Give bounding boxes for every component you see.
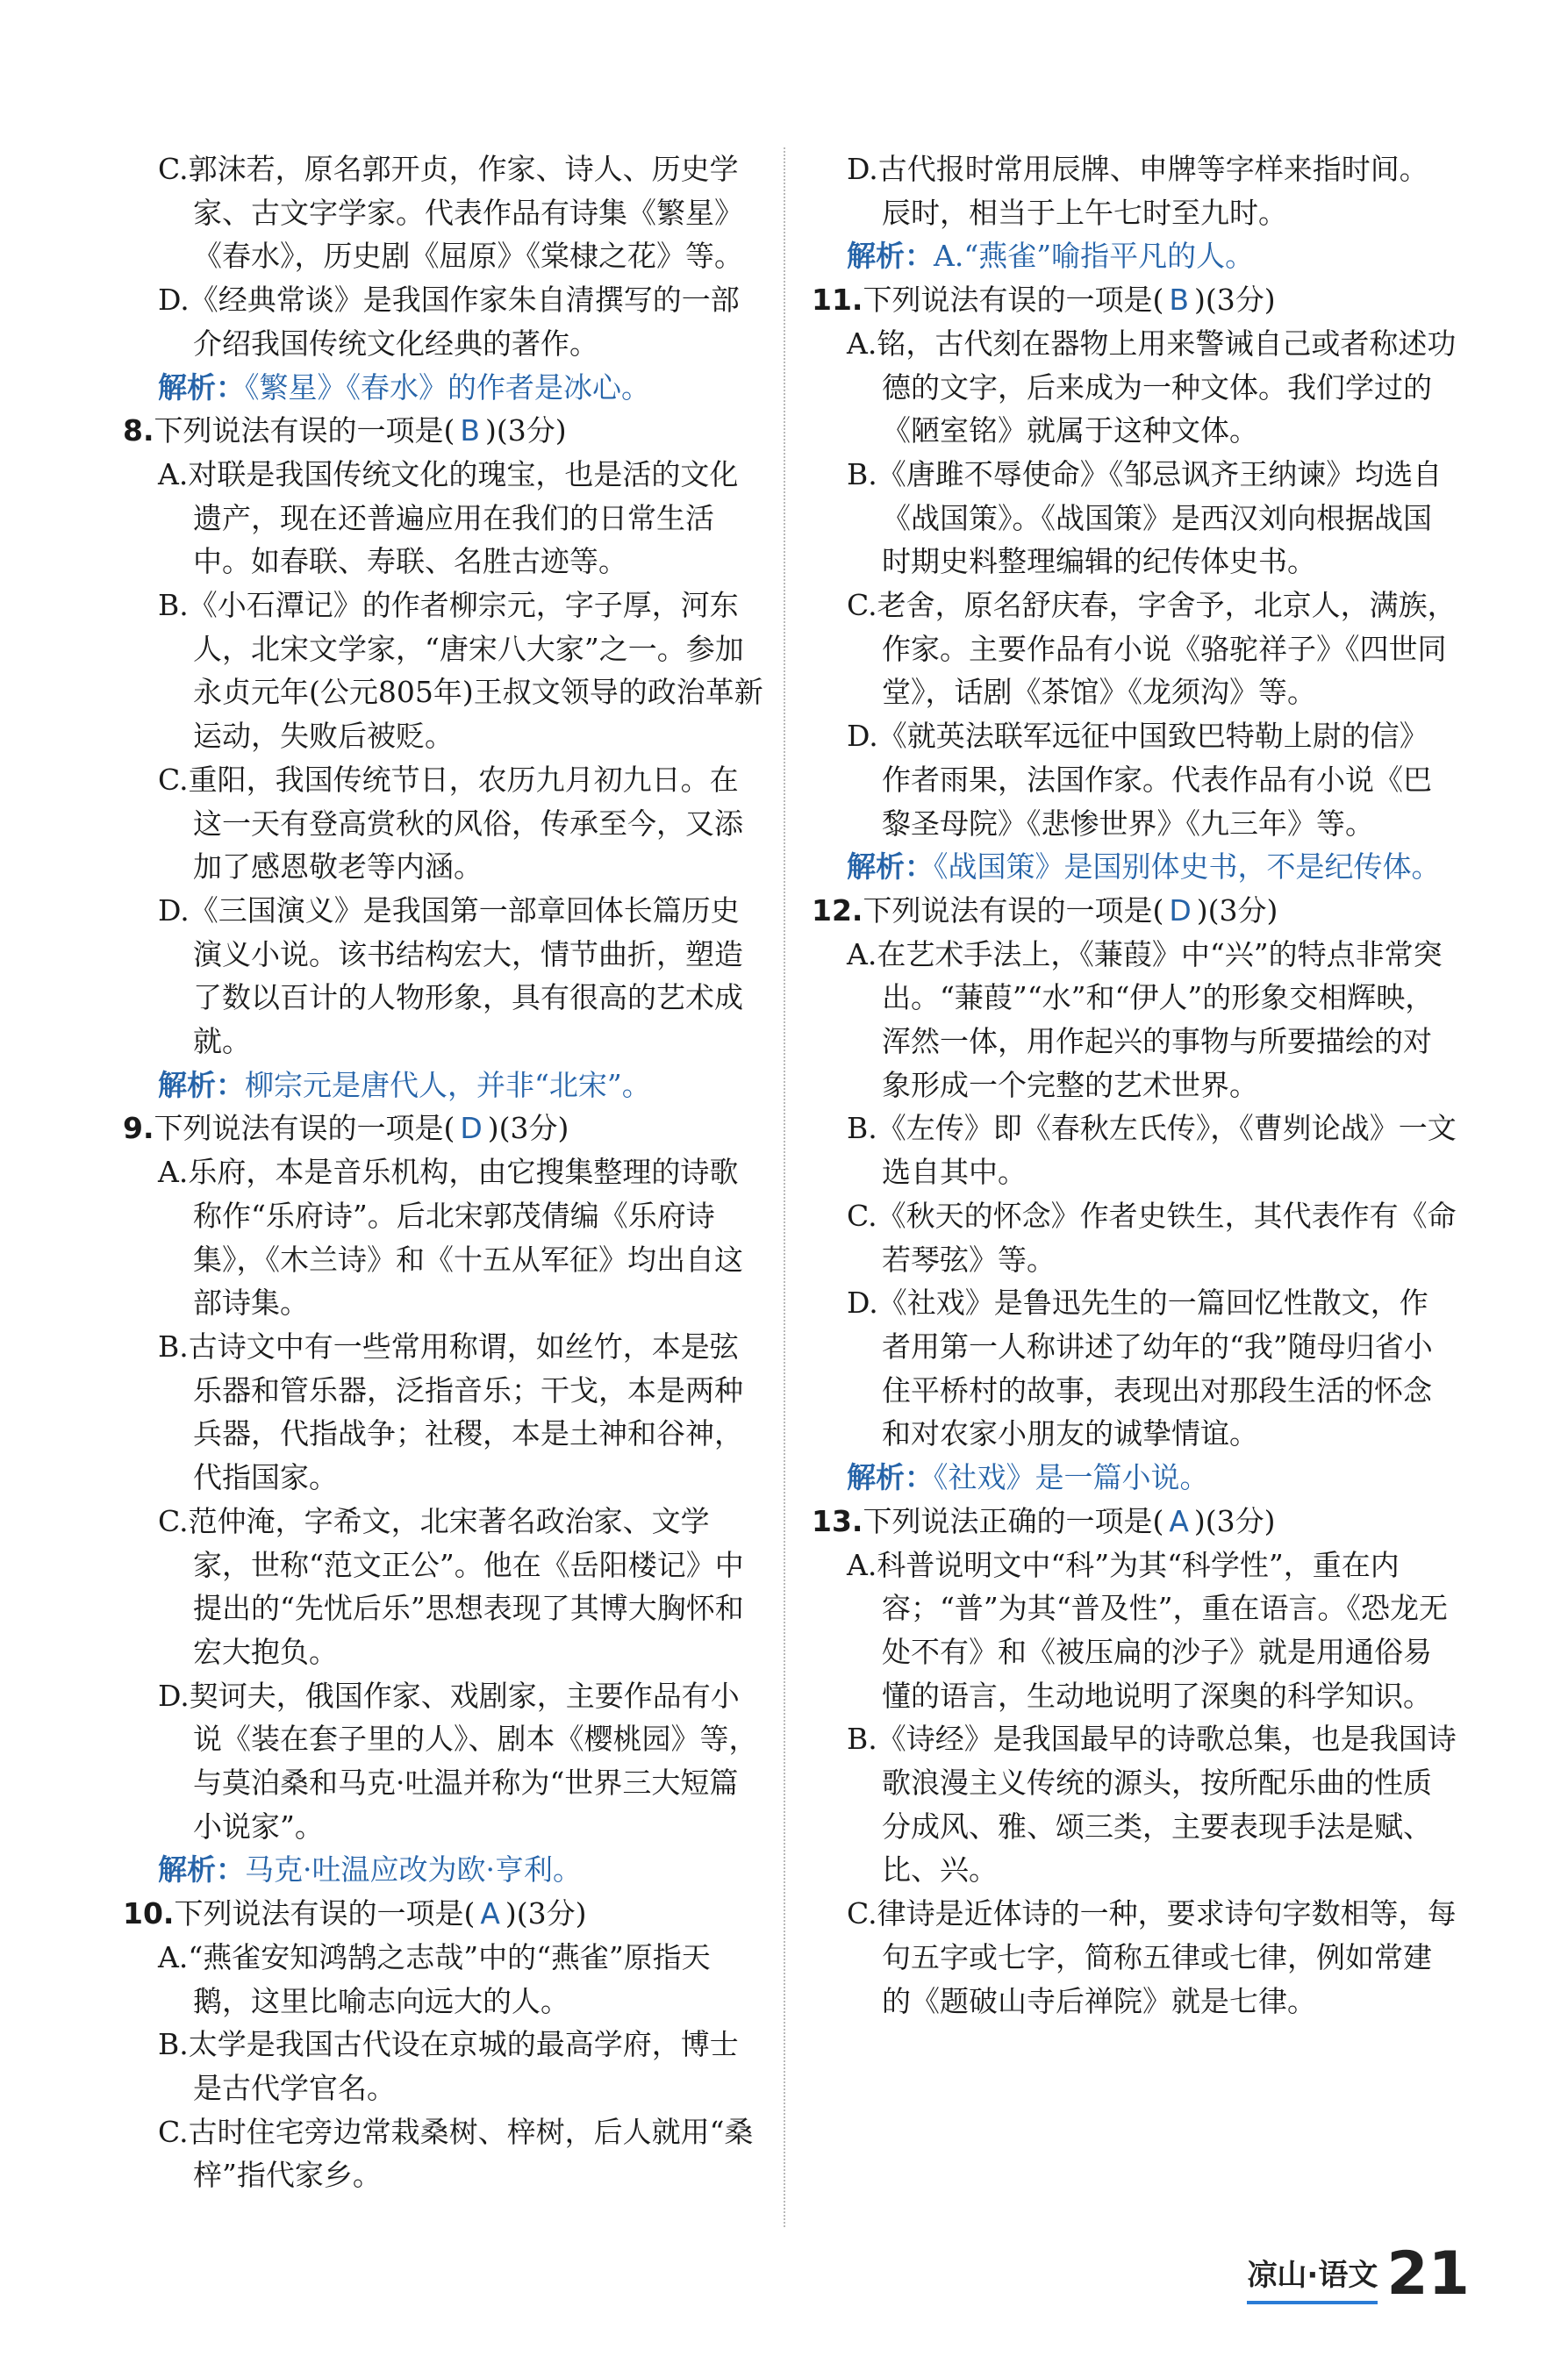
q12-stem-text: 下列说法有误的一项是( bbox=[863, 892, 1164, 928]
q9-points: )(3分) bbox=[487, 1111, 569, 1146]
q9-option-c: C.范仲淹，字希文，北宋著名政治家、文学家，世称“范文正公”。他在《岳阳楼记》中提出的“先忧后乐”思想表现了其博大胸怀和宏大抱负。 bbox=[158, 1503, 744, 1669]
q7-explanation bbox=[123, 366, 763, 410]
q9-explanation-text: 马克·吐温应改为欧·亨利。 bbox=[245, 1852, 582, 1888]
explanation-label: 解析： bbox=[847, 239, 934, 274]
q9-number: 9. bbox=[123, 1111, 154, 1146]
q10-option-c: C.古时住宅旁边常栽桑树、梓树，后人就用“桑梓”指代家乡。 bbox=[158, 2114, 754, 2193]
q10-explanation-text: A.“燕雀”喻指平凡的人。 bbox=[934, 239, 1255, 274]
right-column bbox=[812, 147, 1457, 2023]
column-divider bbox=[784, 147, 785, 2227]
q9-option-d: D.契诃夫，俄国作家、戏剧家，主要作品有小说《装在套子里的人》、剧本《樱桃园》等，与莫泊桑和马克·吐温并称为“世界三大短篇小说家”。 bbox=[158, 1678, 758, 1844]
q10-option-d: D.古代报时常用辰牌、申牌等字样来指时间。辰时，相当于上午七时至九时。 bbox=[847, 152, 1428, 230]
q13-stem bbox=[812, 1500, 1457, 1544]
q8-option-a: A.对联是我国传统文化的瑰宝，也是活的文化遗产，现在还普遍应用在我们的日常生活中。如春联、寿联、名胜古迹等。 bbox=[158, 456, 739, 579]
q9-answer: D bbox=[460, 1111, 483, 1146]
q7-option-d: D.《经典常谈》是我国作家朱自清撰写的一部介绍我国传统文化经典的著作。 bbox=[158, 283, 740, 361]
q8-stem-text: 下列说法有误的一项是( bbox=[154, 413, 455, 448]
explanation-label: 解析： bbox=[847, 849, 934, 885]
q12-number: 12. bbox=[812, 892, 863, 928]
explanation-label: 解析： bbox=[158, 369, 245, 405]
q8-stem bbox=[123, 409, 763, 453]
q11-stem bbox=[812, 278, 1457, 322]
q13-stem-text: 下列说法正确的一项是( bbox=[863, 1503, 1164, 1538]
left-column bbox=[123, 147, 763, 2197]
q13-points: )(3分) bbox=[1193, 1503, 1276, 1538]
q10-option-a: A.“燕雀安知鸿鹄之志哉”中的“燕雀”原指天鹅，这里比喻志向远大的人。 bbox=[158, 1939, 711, 2018]
q11-option-b: B.《唐雎不辱使命》《邹忌讽齐王纳谏》均选自《战国策》。《战国策》是西汉刘向根据战国时期史料整理编辑的纪传体史书。 bbox=[847, 456, 1443, 579]
q7-explanation-text: 《繁星》《春水》的作者是冰心。 bbox=[245, 369, 650, 405]
q13-option-c: C.律诗是近体诗的一种，要求诗句字数相等，每句五字或七字，简称五律或七律，例如常建的《题破山寺后禅院》就是七律。 bbox=[847, 1896, 1457, 2018]
q12-stem bbox=[812, 889, 1457, 933]
q12-points: )(3分) bbox=[1196, 892, 1278, 928]
q13-number: 13. bbox=[812, 1503, 863, 1538]
q11-option-a: A.铭，古代刻在器物上用来警诫自己或者称述功德的文字，后来成为一种文体。我们学过的《陋室铭》就属于这种文体。 bbox=[847, 326, 1457, 448]
q10-answer: A bbox=[480, 1896, 500, 1931]
q9-explanation bbox=[123, 1848, 763, 1892]
q8-explanation bbox=[123, 1064, 763, 1107]
book-title: 凉山·语文 bbox=[1247, 2251, 1378, 2304]
q11-number: 11. bbox=[812, 283, 863, 318]
q9-option-b: B.古诗文中有一些常用称谓，如丝竹，本是弦乐器和管乐器，泛指音乐；干戈，本是两种兵器，代指战争；社稷，本是土神和谷神，代指国家。 bbox=[158, 1329, 743, 1495]
q12-explanation-text: 《社戏》是一篇小说。 bbox=[934, 1460, 1209, 1495]
q10-number: 10. bbox=[123, 1896, 175, 1931]
q10-stem-text: 下列说法有误的一项是( bbox=[174, 1896, 476, 1931]
q12-answer: D bbox=[1169, 892, 1192, 928]
q11-explanation-text: 《战国策》是国别体史书，不是纪传体。 bbox=[934, 849, 1441, 885]
page-footer bbox=[1247, 2239, 1470, 2309]
q11-option-c: C.老舍，原名舒庆春，字舍予，北京人，满族，作家。主要作品有小说《骆驼祥子》《四世同堂》，话剧《茶馆》《龙须沟》等。 bbox=[847, 588, 1457, 710]
q11-points: )(3分) bbox=[1193, 283, 1276, 318]
q9-stem-text: 下列说法有误的一项是( bbox=[154, 1111, 455, 1146]
q12-option-b: B.《左传》即《春秋左氏传》，《曹刿论战》一文选自其中。 bbox=[847, 1111, 1457, 1190]
q8-number: 8. bbox=[123, 413, 154, 448]
q11-stem-text: 下列说法有误的一项是( bbox=[863, 283, 1164, 318]
q8-explanation-text: 柳宗元是唐代人，并非“北宋”。 bbox=[245, 1067, 651, 1102]
q9-option-a: A.乐府，本是音乐机构，由它搜集整理的诗歌称作“乐府诗”。后北宋郭茂倩编《乐府诗集》，《木兰诗》和《十五从军征》均出自这部诗集。 bbox=[158, 1155, 743, 1321]
q8-points: )(3分) bbox=[485, 413, 567, 448]
q9-stem bbox=[123, 1107, 763, 1150]
q13-answer: A bbox=[1169, 1503, 1189, 1538]
q10-stem bbox=[123, 1892, 763, 1936]
q12-option-d: D.《社戏》是鲁迅先生的一篇回忆性散文，作者用第一人称讲述了幼年的“我”随母归省小住平桥村的故事，表现出对那段生活的怀念和对农家小朋友的诚挚情谊。 bbox=[847, 1286, 1433, 1451]
q8-option-c: C.重阳，我国传统节日，农历九月初九日。在这一天有登高赏秋的风俗，传承至今，又添加了感恩敬老等内涵。 bbox=[158, 762, 743, 885]
q12-option-a: A.在艺术手法上，《蒹葭》中“兴”的特点非常突出。“蒹葭”“水”和“伊人”的形象交相辉映，浑然一体，用作起兴的事物与所要描绘的对象形成一个完整的艺术世界。 bbox=[847, 936, 1443, 1102]
q10-option-b: B.太学是我国古代设在京城的最高学府，博士是古代学官名。 bbox=[158, 2027, 739, 2105]
q12-option-c: C.《秋天的怀念》作者史铁生，其代表作有《命若琴弦》等。 bbox=[847, 1198, 1457, 1277]
q8-option-d: D.《三国演义》是我国第一部章回体长篇历史演义小说。该书结构宏大，情节曲折，塑造了数以百计的人物形象，具有很高的艺术成就。 bbox=[158, 892, 743, 1059]
q12-explanation bbox=[812, 1456, 1457, 1500]
page-number: 21 bbox=[1386, 2239, 1470, 2309]
q11-option-d: D.《就英法联军远征中国致巴特勒上尉的信》作者雨果，法国作家。代表作品有小说《巴黎圣母院》《悲惨世界》《九三年》等。 bbox=[847, 719, 1432, 841]
q10-explanation bbox=[812, 234, 1457, 278]
q11-answer: B bbox=[1169, 283, 1189, 318]
q10-points: )(3分) bbox=[505, 1896, 587, 1931]
q13-option-a: A.科普说明文中“科”为其“科学性”，重在内容；“普”为其“普及性”，重在语言。《恐龙无处不有》和《被压扁的沙子》就是用通俗易懂的语言，生动地说明了深奥的科学知识。 bbox=[847, 1547, 1448, 1713]
q7-option-c: C.郭沫若，原名郭开贞，作家、诗人、历史学家、古文字学家。代表作品有诗集《繁星》《春水》，历史剧《屈原》《棠棣之花》等。 bbox=[158, 152, 743, 274]
q8-option-b: B.《小石潭记》的作者柳宗元，字子厚，河东人，北宋文学家，“唐宋八大家”之一。参加永贞元年(公元805年)王叔文领导的政治革新运动，失败后被贬。 bbox=[158, 588, 763, 754]
q11-explanation bbox=[812, 845, 1457, 889]
explanation-label: 解析： bbox=[158, 1067, 245, 1102]
explanation-label: 解析： bbox=[158, 1852, 245, 1888]
explanation-label: 解析： bbox=[847, 1460, 934, 1495]
q8-answer: B bbox=[460, 413, 481, 448]
q13-option-b: B.《诗经》是我国最早的诗歌总集，也是我国诗歌浪漫主义传统的源头，按所配乐曲的性质分成风、雅、颂三类，主要表现手法是赋、比、兴。 bbox=[847, 1722, 1457, 1888]
